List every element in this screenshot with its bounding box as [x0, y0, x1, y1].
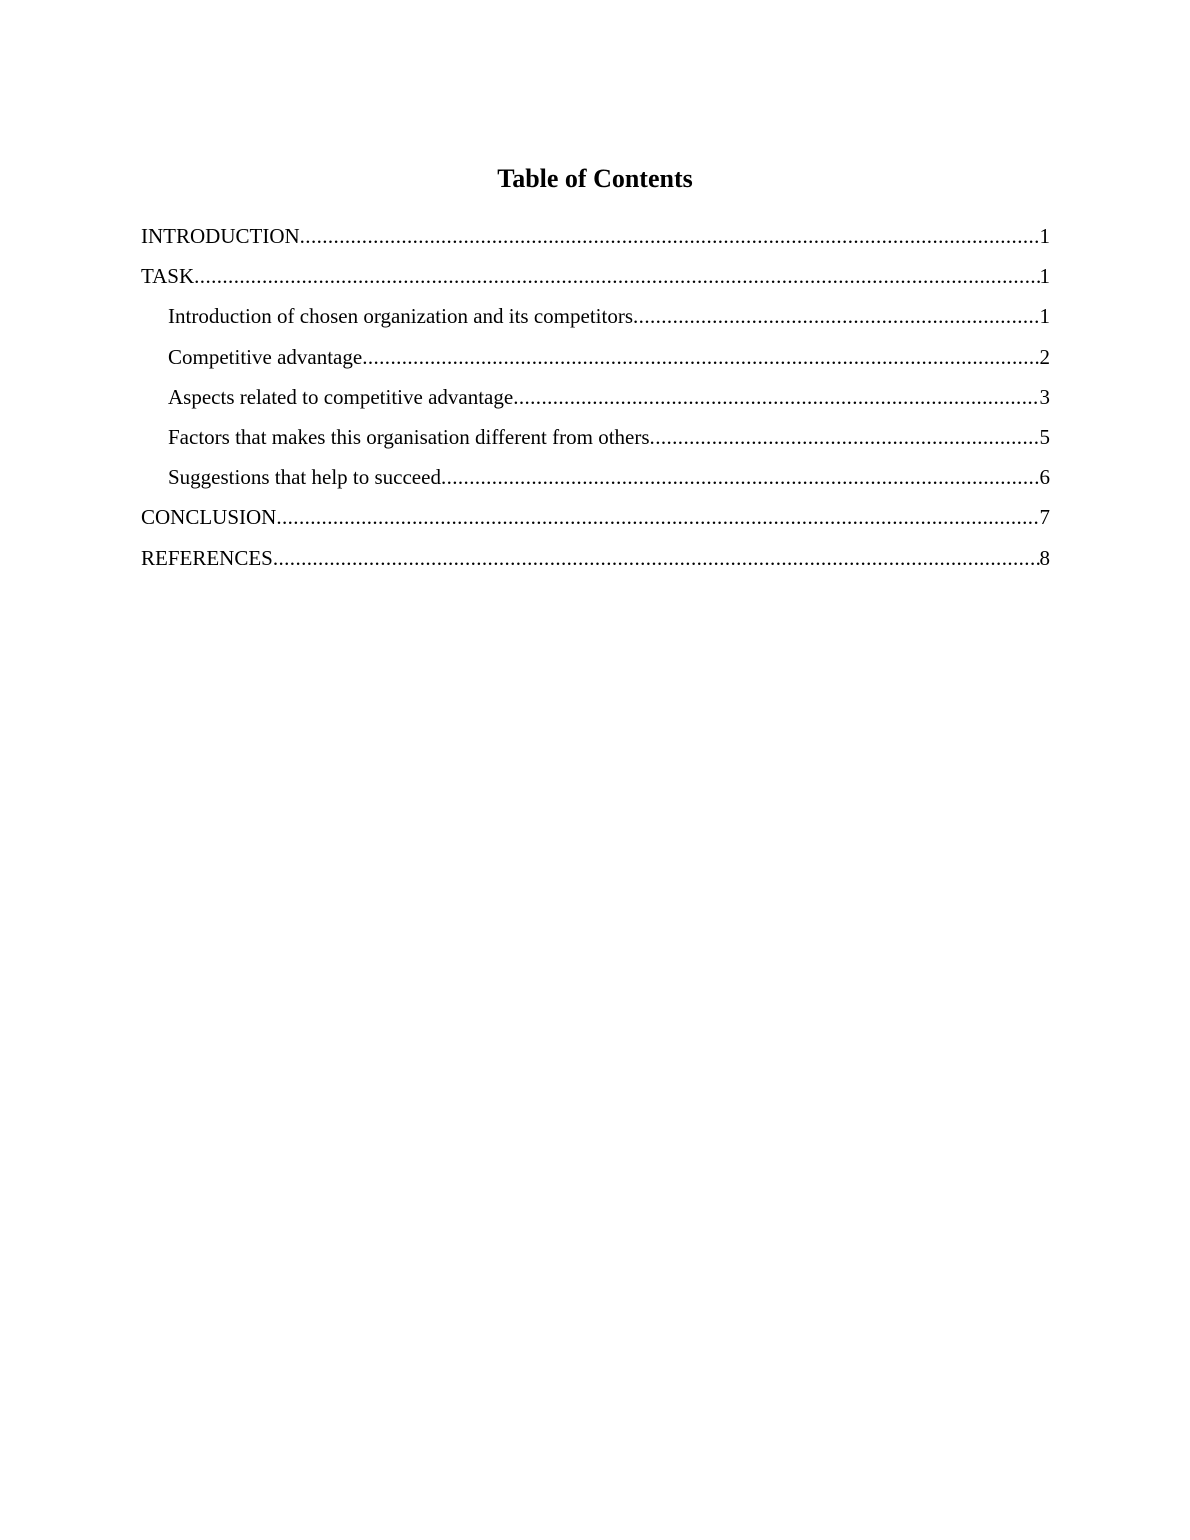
toc-entry-text: CONCLUSION [141, 505, 277, 530]
toc-list [141, 219, 1050, 581]
toc-page-number: 1 [1039, 264, 1050, 289]
toc-dot-leader [441, 460, 1040, 494]
toc-dot-leader [194, 259, 1039, 293]
toc-dot-leader [362, 340, 1039, 374]
toc-entry-conclusion[interactable] [141, 500, 1050, 540]
toc-entry-suggestions[interactable] [141, 460, 1050, 500]
toc-entry-text: INTRODUCTION [141, 224, 300, 248]
toc-entry-text: REFERENCES [141, 545, 273, 570]
toc-entry-references[interactable] [141, 541, 1050, 581]
toc-entry-competitive-advantage[interactable] [141, 340, 1050, 380]
toc-entry-task[interactable] [141, 259, 1050, 299]
toc-page-number: 7 [1039, 505, 1050, 530]
toc-entry-factors[interactable] [141, 420, 1050, 460]
toc-entry-text: Introduction of chosen organization and its competitors [168, 304, 634, 329]
toc-dot-leader [633, 299, 1039, 333]
toc-entry-text: Suggestions that help to succeed [168, 465, 441, 490]
toc-entry-text: Competitive advantage [168, 344, 363, 369]
toc-entry-introduction[interactable] [141, 219, 1050, 259]
toc-dot-leader [513, 380, 1039, 414]
toc-dot-leader [276, 500, 1039, 534]
toc-entry-aspects-related[interactable] [141, 380, 1050, 420]
toc-entry-text: TASK [141, 264, 195, 289]
toc-page-number: 1 [1039, 224, 1050, 248]
toc-dot-leader [273, 541, 1040, 575]
toc-title: Table of Contents [497, 164, 693, 193]
toc-page-number: 3 [1039, 384, 1050, 409]
toc-entry-text: Aspects related to competitive advantage [168, 384, 514, 409]
toc-page-number: 8 [1039, 545, 1050, 570]
toc-entry-text: Factors that makes this organisation different from others [168, 424, 650, 449]
toc-dot-leader [300, 219, 1040, 253]
toc-dot-leader [650, 420, 1040, 454]
toc-page-number: 2 [1039, 344, 1050, 369]
toc-page-number: 1 [1039, 304, 1050, 329]
toc-page-number: 5 [1039, 424, 1050, 449]
toc-entry-introduction-of-chosen-organization[interactable] [141, 299, 1050, 339]
toc-page-number: 6 [1039, 465, 1050, 490]
